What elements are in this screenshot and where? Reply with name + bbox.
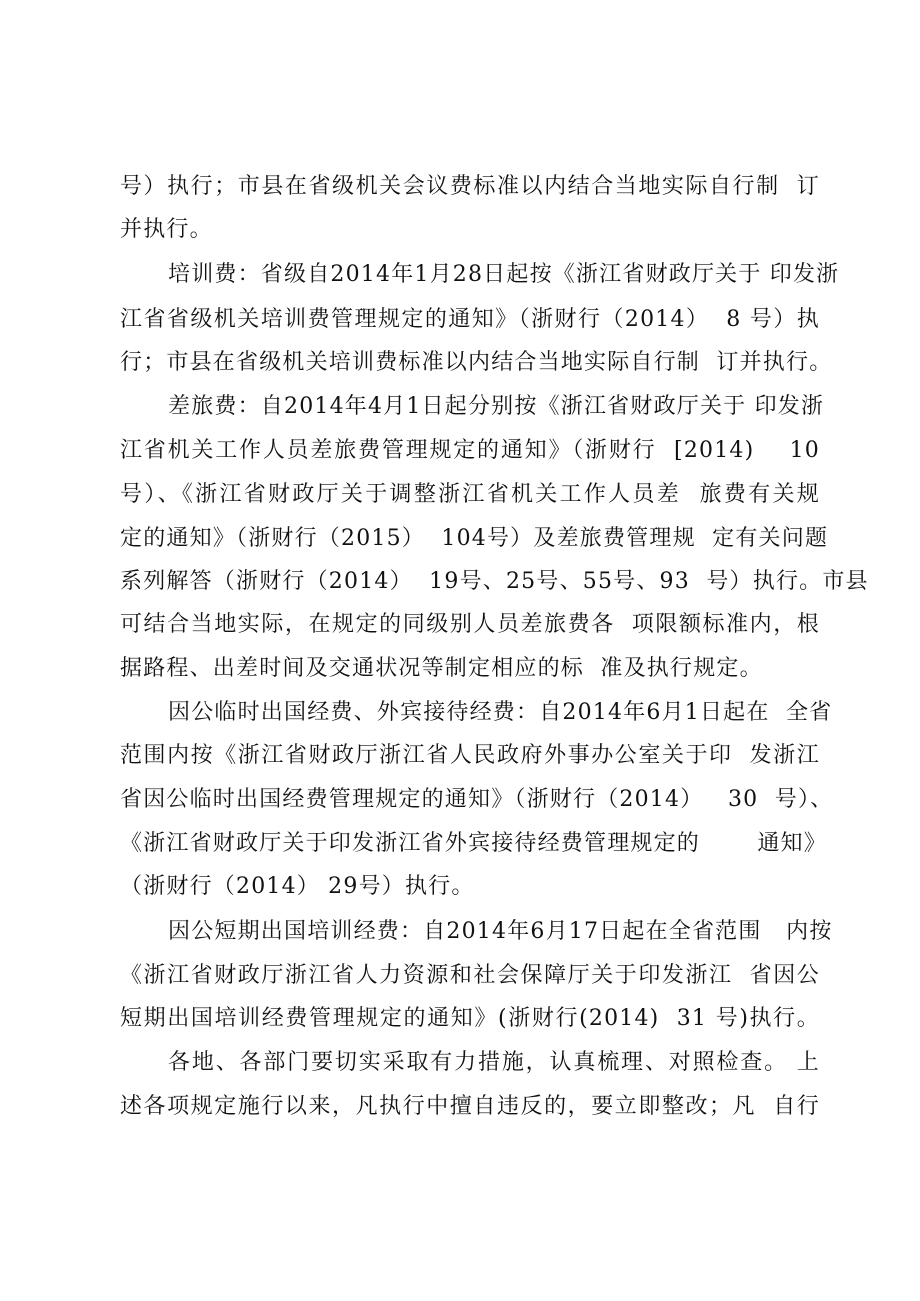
paragraph-start-line: 各地、各部门要切实采取有力措施，认真梳理、对照检查。 上 (168, 1050, 820, 1075)
text-line: （浙财行（2014） 29号）执行。 (120, 874, 475, 899)
paragraph-start-line: 因公临时出国经费、外宾接待经费：自2014年6月1日起在 全省 (168, 700, 833, 725)
text-line: 号）、《浙江省财政厅关于调整浙江省机关工作人员差 旅费有关规 (120, 482, 820, 507)
text-line: 《浙江省财政厅浙江省人力资源和社会保障厅关于印发浙江 省因公 (120, 963, 820, 988)
text-line: 江省省级机关培训费管理规定的通知》（浙财行（2014） 8 号）执 (120, 307, 820, 332)
paragraph-start-line: 培训费：省级自2014年1月28日起按《浙江省财政厅关于 印发浙 (168, 262, 840, 287)
text-line: 《浙江省财政厅关于印发浙江省外宾接待经费管理规定的 通知》 (120, 831, 827, 856)
text-line: 据路程、出差时间及交通状况等制定相应的标 准及执行规定。 (120, 656, 763, 681)
text-line: 可结合当地实际，在规定的同级别人员差旅费各 项限额标准内，根 (120, 612, 820, 637)
text-line: 省因公临时出国经费管理规定的通知》（浙财行（2014） 30 号）、 (120, 787, 834, 812)
text-line: 行；市县在省级机关培训费标准以内结合当地实际自行制 订并执行。 (120, 350, 833, 375)
paragraph-start-line: 因公短期出国培训经费：自2014年6月17日起在全省范围 内按 (168, 919, 833, 944)
text-line: 定的通知》（浙财行（2015） 104号）及差旅费管理规 定有关问题 (120, 526, 829, 551)
text-line: 并执行。 (120, 217, 213, 242)
text-line: 系列解答（浙财行（2014） 19号、25号、55号、93 号）执行。市县 (120, 569, 869, 594)
text-line: 江省机关工作人员差旅费管理规定的通知》（浙财行 [2014) 10 (120, 438, 820, 463)
text-line: 短期出国培训经费管理规定的通知》(浙财行(2014) 31 号)执行。 (120, 1006, 820, 1031)
text-line: 述各项规定施行以来，凡执行中擅自违反的，要立即整改；凡 自行 (120, 1094, 820, 1119)
text-line: 范围内按《浙江省财政厅浙江省人民政府外事办公室关于印 发浙江 (120, 743, 820, 768)
paragraph-start-line: 差旅费：自2014年4月1日起分别按《浙江省财政厅关于 印发浙 (168, 394, 825, 419)
text-line: 号）执行；市县在省级机关会议费标准以内结合当地实际自行制 订 (120, 174, 820, 199)
